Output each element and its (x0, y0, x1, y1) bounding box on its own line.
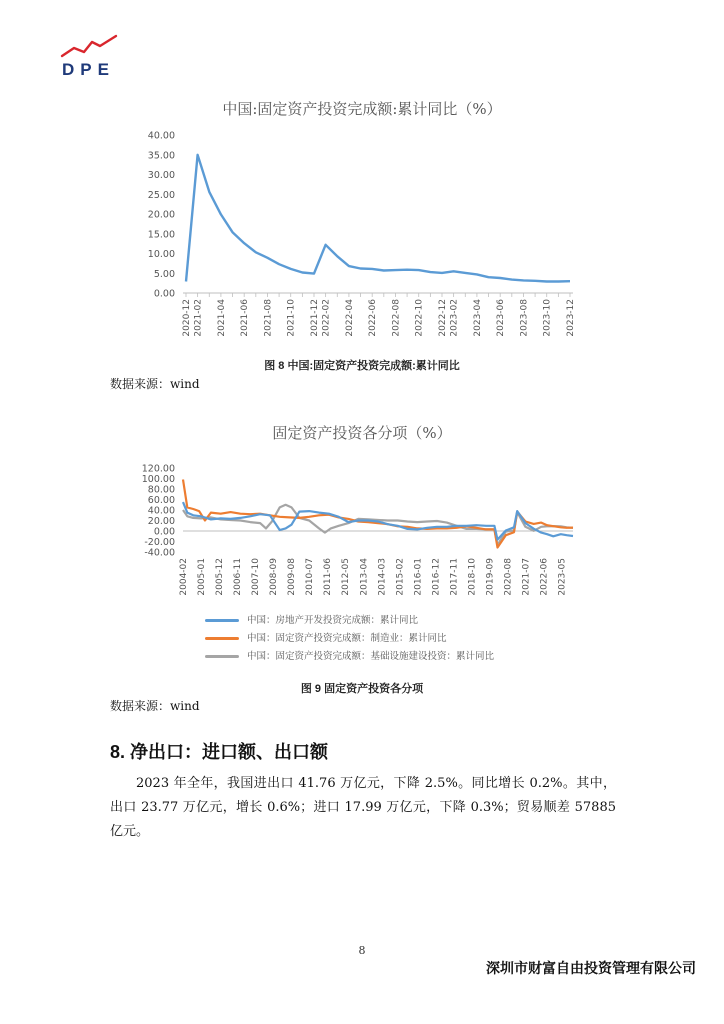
y-tick-label: 20.00 (147, 209, 175, 221)
y-tick-label: 30.00 (147, 170, 175, 181)
x-tick-label: 2020-08 (503, 558, 514, 596)
y-tick-label: 120.00 (141, 463, 175, 475)
figure8-source: 数据来源：wind (110, 377, 200, 391)
series-line (186, 155, 570, 282)
x-tick-label: 2023-04 (472, 299, 483, 337)
x-tick-label: 2022-12 (438, 299, 448, 337)
y-tick-label: -40.00 (144, 547, 175, 559)
x-tick-label: 2022-08 (391, 299, 402, 337)
figure9-chart (125, 458, 585, 608)
y-tick-label: 15.00 (147, 229, 175, 241)
y-tick-label: 35.00 (147, 150, 175, 162)
x-tick-label: 2021-12 (310, 299, 320, 337)
x-tick-label: 2021-08 (263, 299, 274, 337)
x-tick-label: 2023-02 (449, 299, 460, 337)
y-tick-label: 40.00 (147, 505, 175, 517)
company-name: 深圳市财富自由投资管理有限公司 (486, 961, 696, 977)
x-tick-label: 2008-09 (269, 558, 280, 596)
legend-item-manufacturing (205, 630, 494, 648)
figure8-caption: 图 8 中国:固定资产投资完成额:累计同比 (264, 360, 460, 372)
x-tick-label: 2021-02 (193, 299, 204, 337)
x-tick-label: 2012-05 (341, 558, 352, 596)
y-tick-label: 80.00 (147, 484, 175, 496)
x-tick-label: 2020-12 (182, 299, 192, 337)
figure9-caption: 图 9 固定资产投资各分项 (300, 683, 424, 695)
x-tick-label: 2006-11 (233, 558, 244, 596)
x-tick-label: 2021-07 (521, 558, 532, 596)
y-tick-label: 100.00 (141, 474, 175, 485)
x-tick-label: 2023-12 (566, 299, 576, 337)
x-tick-label: 2017-11 (449, 558, 460, 596)
x-tick-label: 2016-01 (413, 558, 424, 596)
x-tick-label: 2022-06 (539, 558, 550, 596)
y-tick-label: 25.00 (147, 189, 175, 201)
x-tick-label: 2005-12 (215, 558, 226, 596)
page-number: 8 (358, 944, 366, 957)
x-tick-label: 2022-04 (344, 299, 355, 337)
figure8-title: 中国:固定资产投资完成额:累计同比（%） (222, 100, 502, 118)
legend-item-infrastructure (205, 648, 494, 666)
x-tick-label: 2007-10 (251, 558, 262, 596)
figure9-title: 固定资产投资各分项（%） (272, 424, 452, 442)
x-tick-label: 2013-04 (359, 558, 370, 596)
y-tick-label: 10.00 (147, 249, 175, 260)
legend-label: 中国：房地产开发投资完成额：累计同比 (247, 615, 419, 626)
x-tick-label: 2023-10 (542, 299, 553, 337)
x-tick-label: 2018-10 (467, 558, 478, 596)
figure9-source: 数据来源：wind (110, 699, 200, 713)
y-tick-label: 40.00 (147, 130, 175, 142)
y-tick-label: 0.00 (153, 526, 175, 538)
logo-text: DPE (62, 60, 115, 79)
x-tick-label: 2022-02 (321, 299, 332, 337)
series-line (183, 480, 573, 548)
x-tick-label: 2022-06 (368, 299, 379, 337)
legend-label: 中国：固定资产投资完成额：制造业：累计同比 (247, 633, 447, 644)
logo-zigzag-line (62, 36, 116, 56)
x-tick-label: 2023-06 (496, 299, 507, 337)
y-tick-label: 0.00 (153, 288, 175, 300)
y-tick-label: 20.00 (147, 516, 175, 527)
y-tick-label: 60.00 (147, 495, 175, 506)
x-tick-label: 2023-05 (557, 558, 568, 596)
x-tick-label: 2009-08 (287, 558, 298, 596)
x-tick-label: 2011-06 (323, 558, 334, 596)
figure8-chart (125, 125, 585, 340)
x-tick-label: 2010-07 (305, 558, 316, 596)
legend-item-real-estate (205, 612, 494, 630)
x-tick-label: 2015-02 (395, 558, 406, 596)
section-title: 8. 净出口：进口额、出口额 (110, 742, 329, 762)
x-tick-label: 2021-10 (286, 299, 297, 337)
legend-swatch (205, 637, 239, 640)
legend-swatch (205, 619, 239, 622)
y-tick-label: -20.00 (144, 537, 175, 548)
x-tick-label: 2016-12 (431, 558, 442, 596)
x-tick-label: 2014-03 (377, 558, 388, 596)
legend-swatch (205, 655, 239, 658)
x-tick-label: 2005-01 (197, 558, 208, 596)
legend-label: 中国：固定资产投资完成额：基础设施建设投资：累计同比 (247, 651, 495, 662)
figure9-legend (205, 612, 494, 666)
x-tick-label: 2023-08 (519, 299, 530, 337)
x-tick-label: 2021-06 (240, 299, 251, 337)
x-tick-label: 2022-10 (414, 299, 425, 337)
x-tick-label: 2019-09 (485, 558, 496, 596)
body-paragraph: 2023 年全年，我国进出口 41.76 万亿元，下降 2.5%。同比增长 0.2%。其中，出口 23.77 万亿元，增长 0.6%；进口 17.99 万亿元，下降 0.3%；贸易顺差 57885 亿元。 (110, 776, 616, 839)
x-tick-label: 2004-02 (179, 558, 190, 596)
y-tick-label: 5.00 (153, 268, 175, 280)
x-tick-label: 2021-04 (216, 299, 227, 337)
